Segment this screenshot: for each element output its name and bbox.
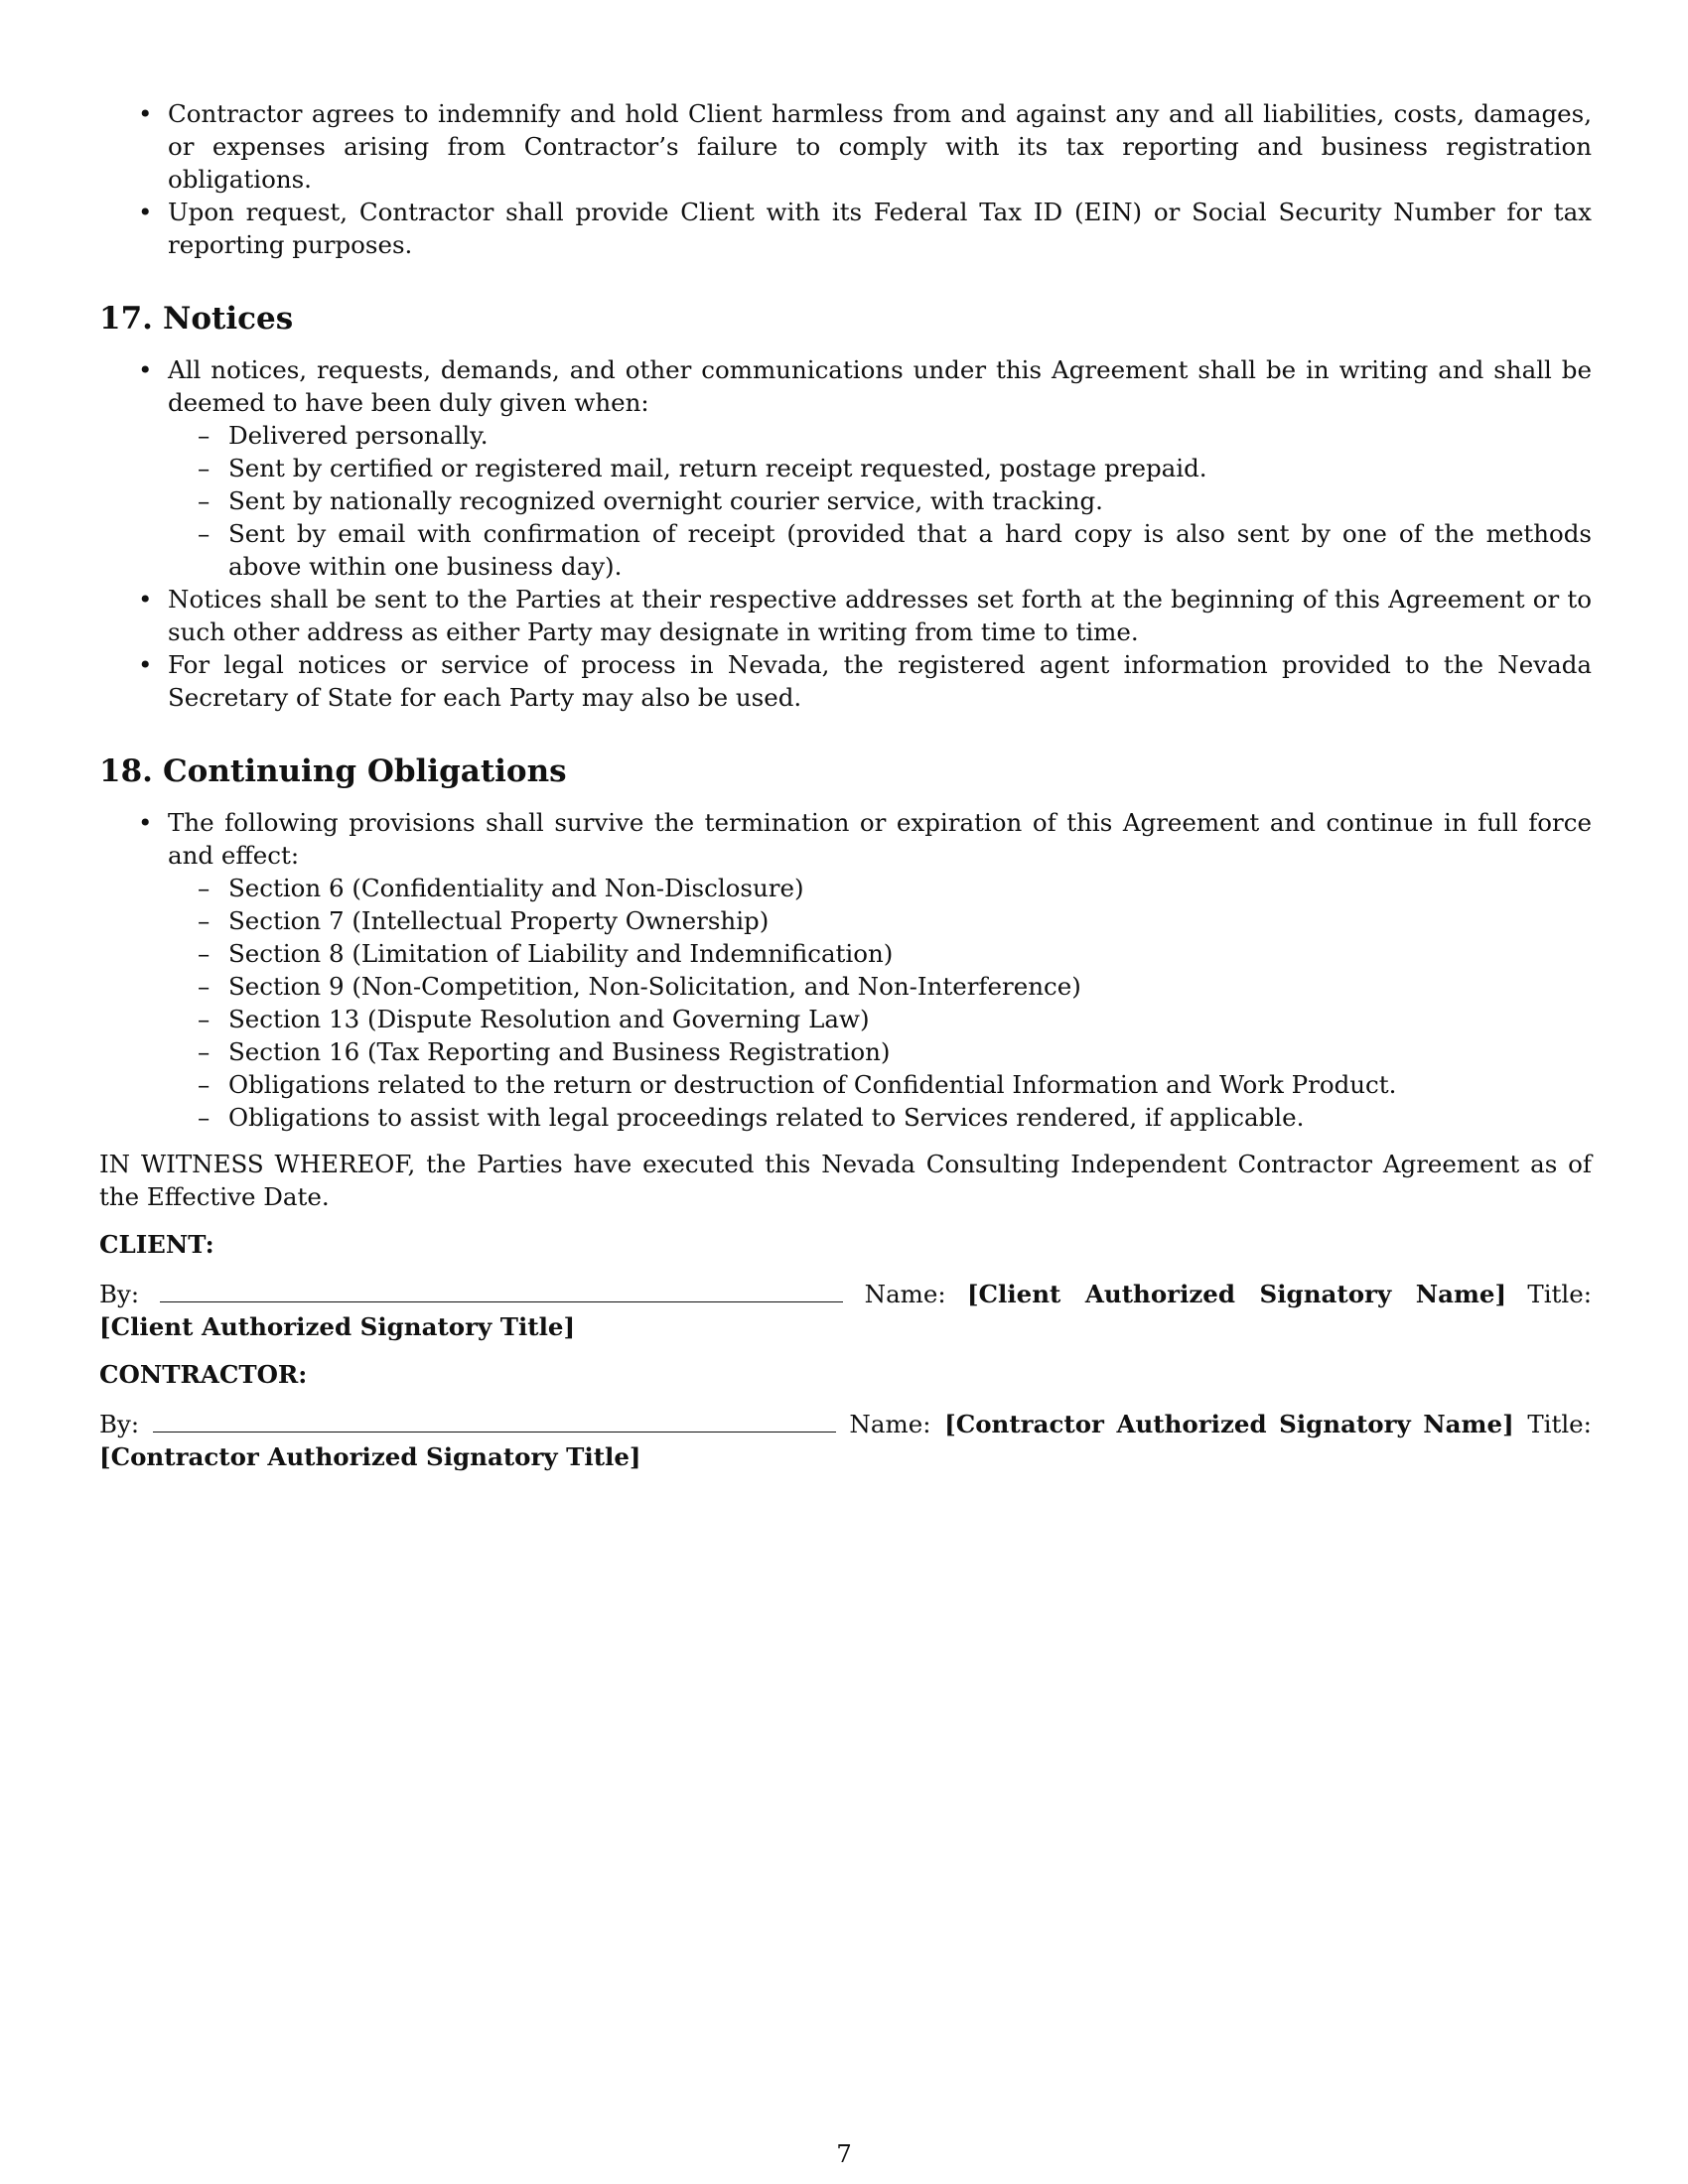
sub-list-item: – Delivered personally. <box>168 419 1592 452</box>
contractor-signature-line[interactable] <box>153 1406 836 1433</box>
section-title: Continuing Obligations <box>163 753 567 789</box>
sub-list-item: – Section 7 (Intellectual Property Ownership) <box>168 904 1592 937</box>
section-number: 18. <box>99 753 153 789</box>
sub-list-item: – Obligations related to the return or destruction of Confidential Information and Work Product. <box>168 1068 1592 1101</box>
list-item-text: The following provisions shall survive the termination or expiration of this Agreement and continue in full force and effect: <box>168 808 1592 870</box>
sub-list-item: – Section 9 (Non-Competition, Non-Solicitation, and Non-Interference) <box>168 970 1592 1003</box>
page-number: 7 <box>836 2139 852 2168</box>
sub-list-item: – Sent by nationally recognized overnight courier service, with tracking. <box>168 484 1592 517</box>
list-item <box>99 353 1592 583</box>
name-label: Name: <box>864 1280 946 1308</box>
list-item <box>99 806 1592 1134</box>
section-title: Notices <box>163 301 294 337</box>
contractor-signatory-title: [Contractor Authorized Signatory Title] <box>99 1442 641 1471</box>
sub-list-item: – Obligations to assist with legal proceedings related to Services rendered, if applicable. <box>168 1101 1592 1134</box>
intro-bullet-list <box>99 97 1592 261</box>
sub-list-item: – Sent by certified or registered mail, return receipt requested, postage prepaid. <box>168 452 1592 484</box>
list-item: • Upon request, Contractor shall provide Client with its Federal Tax ID (EIN) or Social Security Number for tax reporting purposes. <box>99 196 1592 261</box>
list-item-text: All notices, requests, demands, and other communications under this Agreement shall be in writing and shall be deemed to have been duly given when: <box>168 355 1592 417</box>
title-label: Title: <box>1527 1410 1592 1438</box>
notice-methods-list <box>168 419 1592 583</box>
document-page <box>99 97 1592 1473</box>
witness-clause: IN WITNESS WHEREOF, the Parties have executed this Nevada Consulting Independent Contractor Agreement as of the Effective Date. <box>99 1150 1592 1211</box>
contractor-label: CONTRACTOR: <box>99 1360 308 1389</box>
client-signatory-title: [Client Authorized Signatory Title] <box>99 1312 576 1341</box>
sub-list-item: – Section 13 (Dispute Resolution and Governing Law) <box>168 1003 1592 1035</box>
section-17-list <box>99 353 1592 714</box>
client-signature-block <box>99 1276 1592 1343</box>
client-signatory-name: [Client Authorized Signatory Name] <box>966 1280 1507 1308</box>
client-signature-line[interactable] <box>160 1276 843 1302</box>
contractor-signature-block <box>99 1406 1592 1473</box>
list-item: • Contractor agrees to indemnify and hold Client harmless from and against any and all liabilities, costs, damages, or expenses arising from Contractor’s failure to comply with its tax reporting and business registration obligations. <box>99 97 1592 196</box>
by-label: By: <box>99 1410 140 1438</box>
surviving-provisions-list <box>168 872 1592 1134</box>
sub-list-item: – Section 6 (Confidentiality and Non-Disclosure) <box>168 872 1592 904</box>
title-label: Title: <box>1527 1280 1592 1308</box>
section-18-list <box>99 806 1592 1134</box>
sub-list-item: – Sent by email with confirmation of receipt (provided that a hard copy is also sent by one of the methods above within one business day). <box>168 517 1592 583</box>
contractor-signatory-name: [Contractor Authorized Signatory Name] <box>944 1410 1514 1438</box>
client-label: CLIENT: <box>99 1230 214 1259</box>
name-label: Name: <box>849 1410 931 1438</box>
sub-list-item: – Section 8 (Limitation of Liability and Indemnification) <box>168 937 1592 970</box>
sub-list-item: – Section 16 (Tax Reporting and Business Registration) <box>168 1035 1592 1068</box>
section-17-heading <box>99 299 1592 339</box>
by-label: By: <box>99 1280 140 1308</box>
list-item: • Notices shall be sent to the Parties at their respective addresses set forth at the beginning of this Agreement or to such other address as either Party may designate in writing from time to time. <box>99 583 1592 648</box>
list-item: • For legal notices or service of process in Nevada, the registered agent information provided to the Nevada Secretary of State for each Party may also be used. <box>99 648 1592 714</box>
section-18-heading <box>99 751 1592 791</box>
section-number: 17. <box>99 301 153 337</box>
